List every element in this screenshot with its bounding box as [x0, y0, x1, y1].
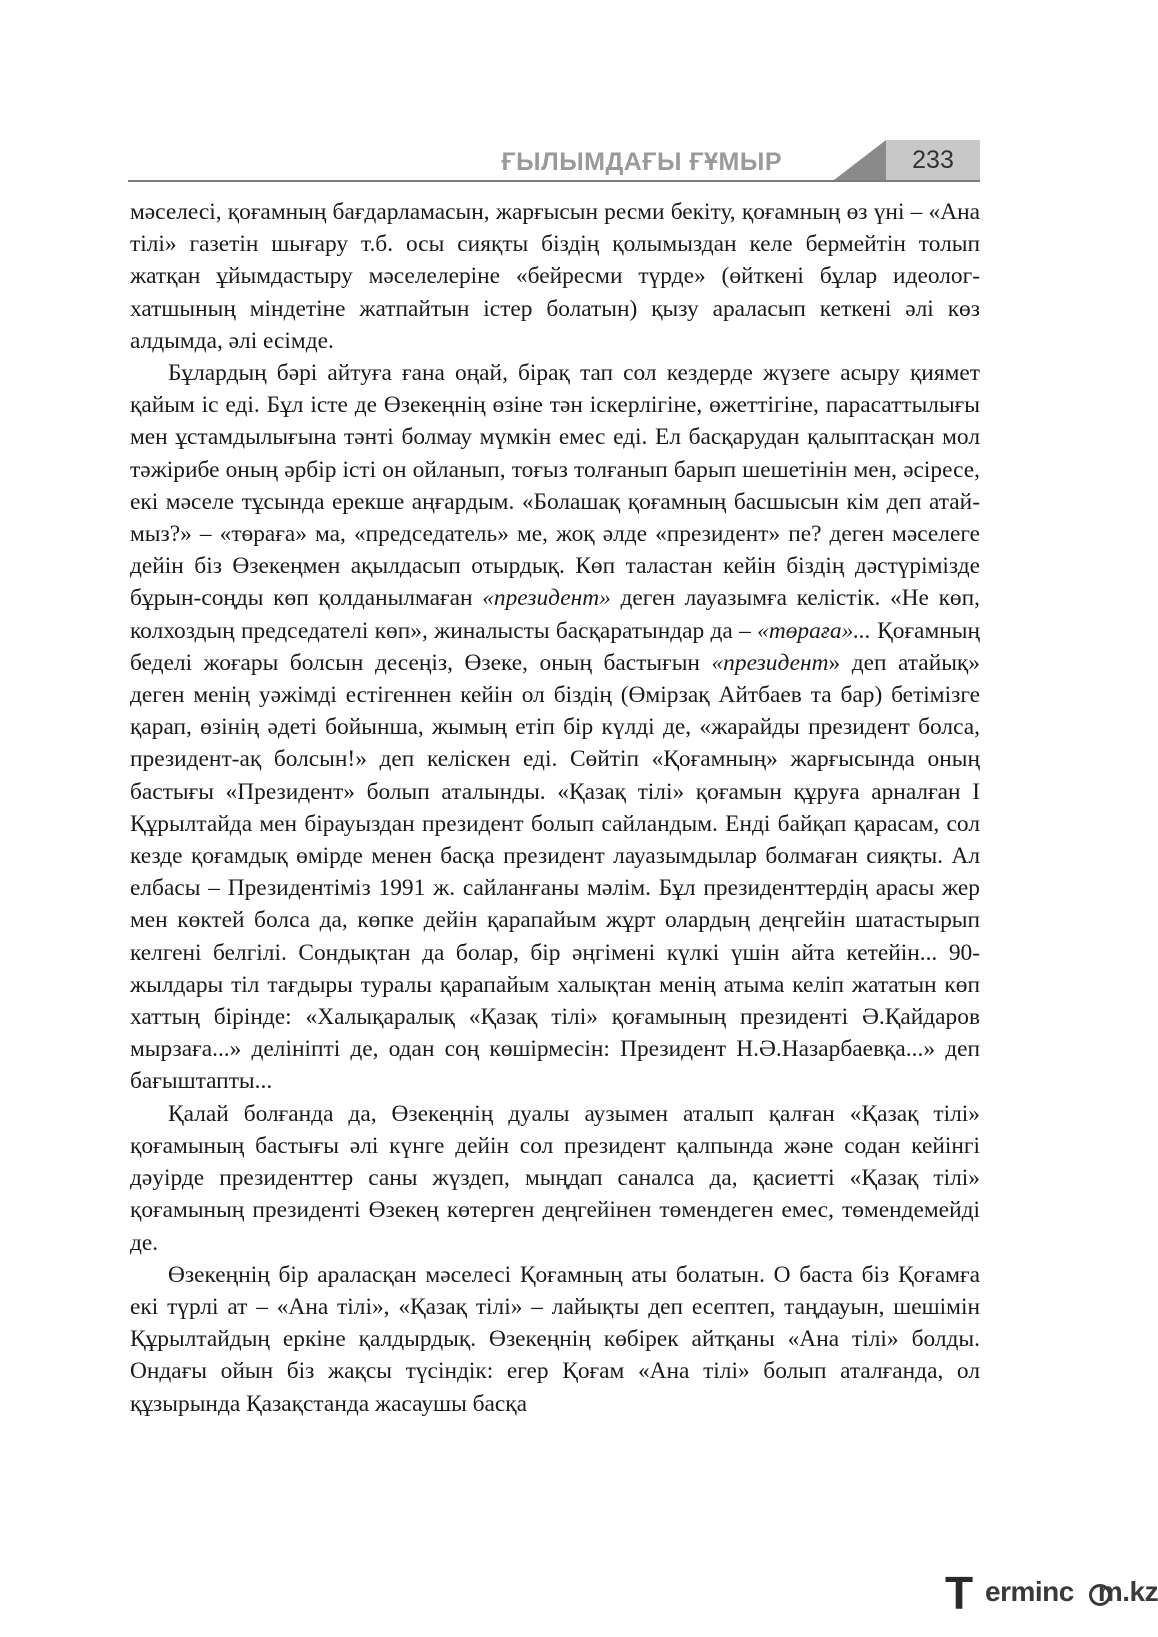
watermark-text-start: erminc	[985, 1576, 1074, 1607]
watermark-text-end: m.kz	[1097, 1576, 1158, 1607]
header-rule	[128, 180, 980, 182]
watermark-text	[985, 1576, 1158, 1608]
watermark-letter-t: T	[945, 1567, 974, 1619]
termincom-watermark-logo	[945, 1567, 1158, 1620]
paragraph-2-italic-president-2: «президент	[711, 649, 829, 676]
paragraph-2-text-e: Қоғамның беделі жоғары болсын десеңіз, Өзеке, оның бастығын	[130, 617, 980, 676]
paragraph-2-text-c: деген лауазымға келістік. «Не көп, колхоздың председателі көп», жиналысты басқаратындар да –	[130, 585, 980, 644]
paragraph-2	[130, 357, 980, 1098]
running-header	[128, 134, 980, 188]
watermark-ring-icon	[1089, 1584, 1111, 1606]
running-header-title: ҒЫЛЫМДАҒЫ ҒҰМЫР	[501, 148, 782, 176]
paragraph-2-italic-president: «президент»	[482, 585, 611, 612]
paragraph-2-text-g: » деп атайық» деген менің уәжімді естігеннен кейін ол біздің (Өмірзақ Айтбаев та бар) бетімізге қарап, өзінің әдеті бойынша, жымың етіп бір күлді де, «жарайды президент болса, президент-ақ болсын!» деп келіскен еді. Сөйтіп «Қоғамның» жарғысында оның бастығы «Президент» болып аталынды. «Қазақ тілі» қоғамын құруға арналған І Құрылтайда мен бірауыздан президент болып сайландым. Енді байқап қарасам, сол кезде қоғамдық өмірде менен басқа президент лауазымдылар болмаған сияқты. Ал елбасы – Президентіміз 1991 ж. сайланғаны мәлім. Бұл президенттердің арасы жер мен көктей болса да, көпке дейін қарапайым жұрт олардың деңгейін шатастырып келгені белгілі. Сондықтан да болар, бір әңгімені күлкі үшін айта кетейін... 90-жылдары тіл тағдыры туралы қарапайым халықтан менің атыма келіп жататын көп хаттың бірінде: «Халықаралық «Қазақ тілі» қоғамының президенті Ә.Қайдаров мырзаға...» делініпті де, одан соң көшірмесін: Президент Н.Ә.Назарбаевқа...» деп бағыштапты...	[130, 649, 980, 1095]
header-wedge-shape	[834, 140, 886, 180]
paragraph-2-italic-toraga: «төраға»...	[757, 617, 871, 644]
paragraph-1: мәселесі, қоғамның бағдарламасын, жарғысын ресми бекіту, қоғамның өз үні – «Ана тілі» газетін шығару т.б. осы сияқты біздің қолымыздан келе бермейтін толып жатқан ұйымдастыру мәселелеріне «бейресми түрде» (өйткені бұлар идеолог-хатшының міндетіне жатпайтын істер болатын) қызу араласып кеткені әлі көз алдымда, әлі есімде.	[130, 199, 980, 354]
page-body	[130, 196, 980, 1420]
page-number: 233	[912, 146, 954, 174]
paragraph-3: Қалай болғанда да, Өзекеңнің дуалы аузымен аталып қалған «Қазақ тілі» қоғамының бастығы әлі күнге дейін сол президент қалпында және содан кейінгі дәуірде президенттер саны жүздеп, мыңдап саналса да, қасиетті «Қазақ тілі» қоғамының президенті Өзекең көтерген деңгейінен төмендеген емес, төмендемейді де.	[130, 1100, 980, 1256]
paragraph-2-text-a: Бұлардың бәрі айтуға ғана оңай, бірақ тап сол кездерде жүзеге асыру қиямет қайым іс еді. Бұл істе де Өзекеңнің өзіне тән іскерлігіне, өжеттігіне, парасаттылығы мен ұстамдылығына тәнті болмау мүмкін емес еді. Ел басқарудан қалыптасқан мол тәжірибе оның әрбір істі он ойланып, тоғыз толғанып барып шешетінін мен, әсіресе, екі мәселе тұсында ерекше аңғардым. «Болашақ қоғамның басшысын кім деп атаймыз?» – «төраға» ма, «председатель» ме, жоқ әлде «президент» пе? деген мәселеге дейін біз Өзекеңмен ақылдасып отырдық. Көп таластан кейін біздің дәстүрімізде бұрын-соңды көп қолданылмаған	[130, 360, 980, 612]
paragraph-4: Өзекеңнің бір араласқан мәселесі Қоғамның аты болатын. О баста біз Қоғамға екі түрлі ат – «Ана тілі», «Қазақ тілі» – лайықты деп есептеп, таңдауын, шешімін Құрылтайдың еркіне қалдырдық. Өзекеңнің көбірек айтқаны «Ана тілі» болды. Ондағы ойын біз жақсы түсіндік: егер Қоғам «Ана тілі» болып аталғанда, ол құзырында Қазақстанда жасаушы басқа	[130, 1261, 980, 1417]
